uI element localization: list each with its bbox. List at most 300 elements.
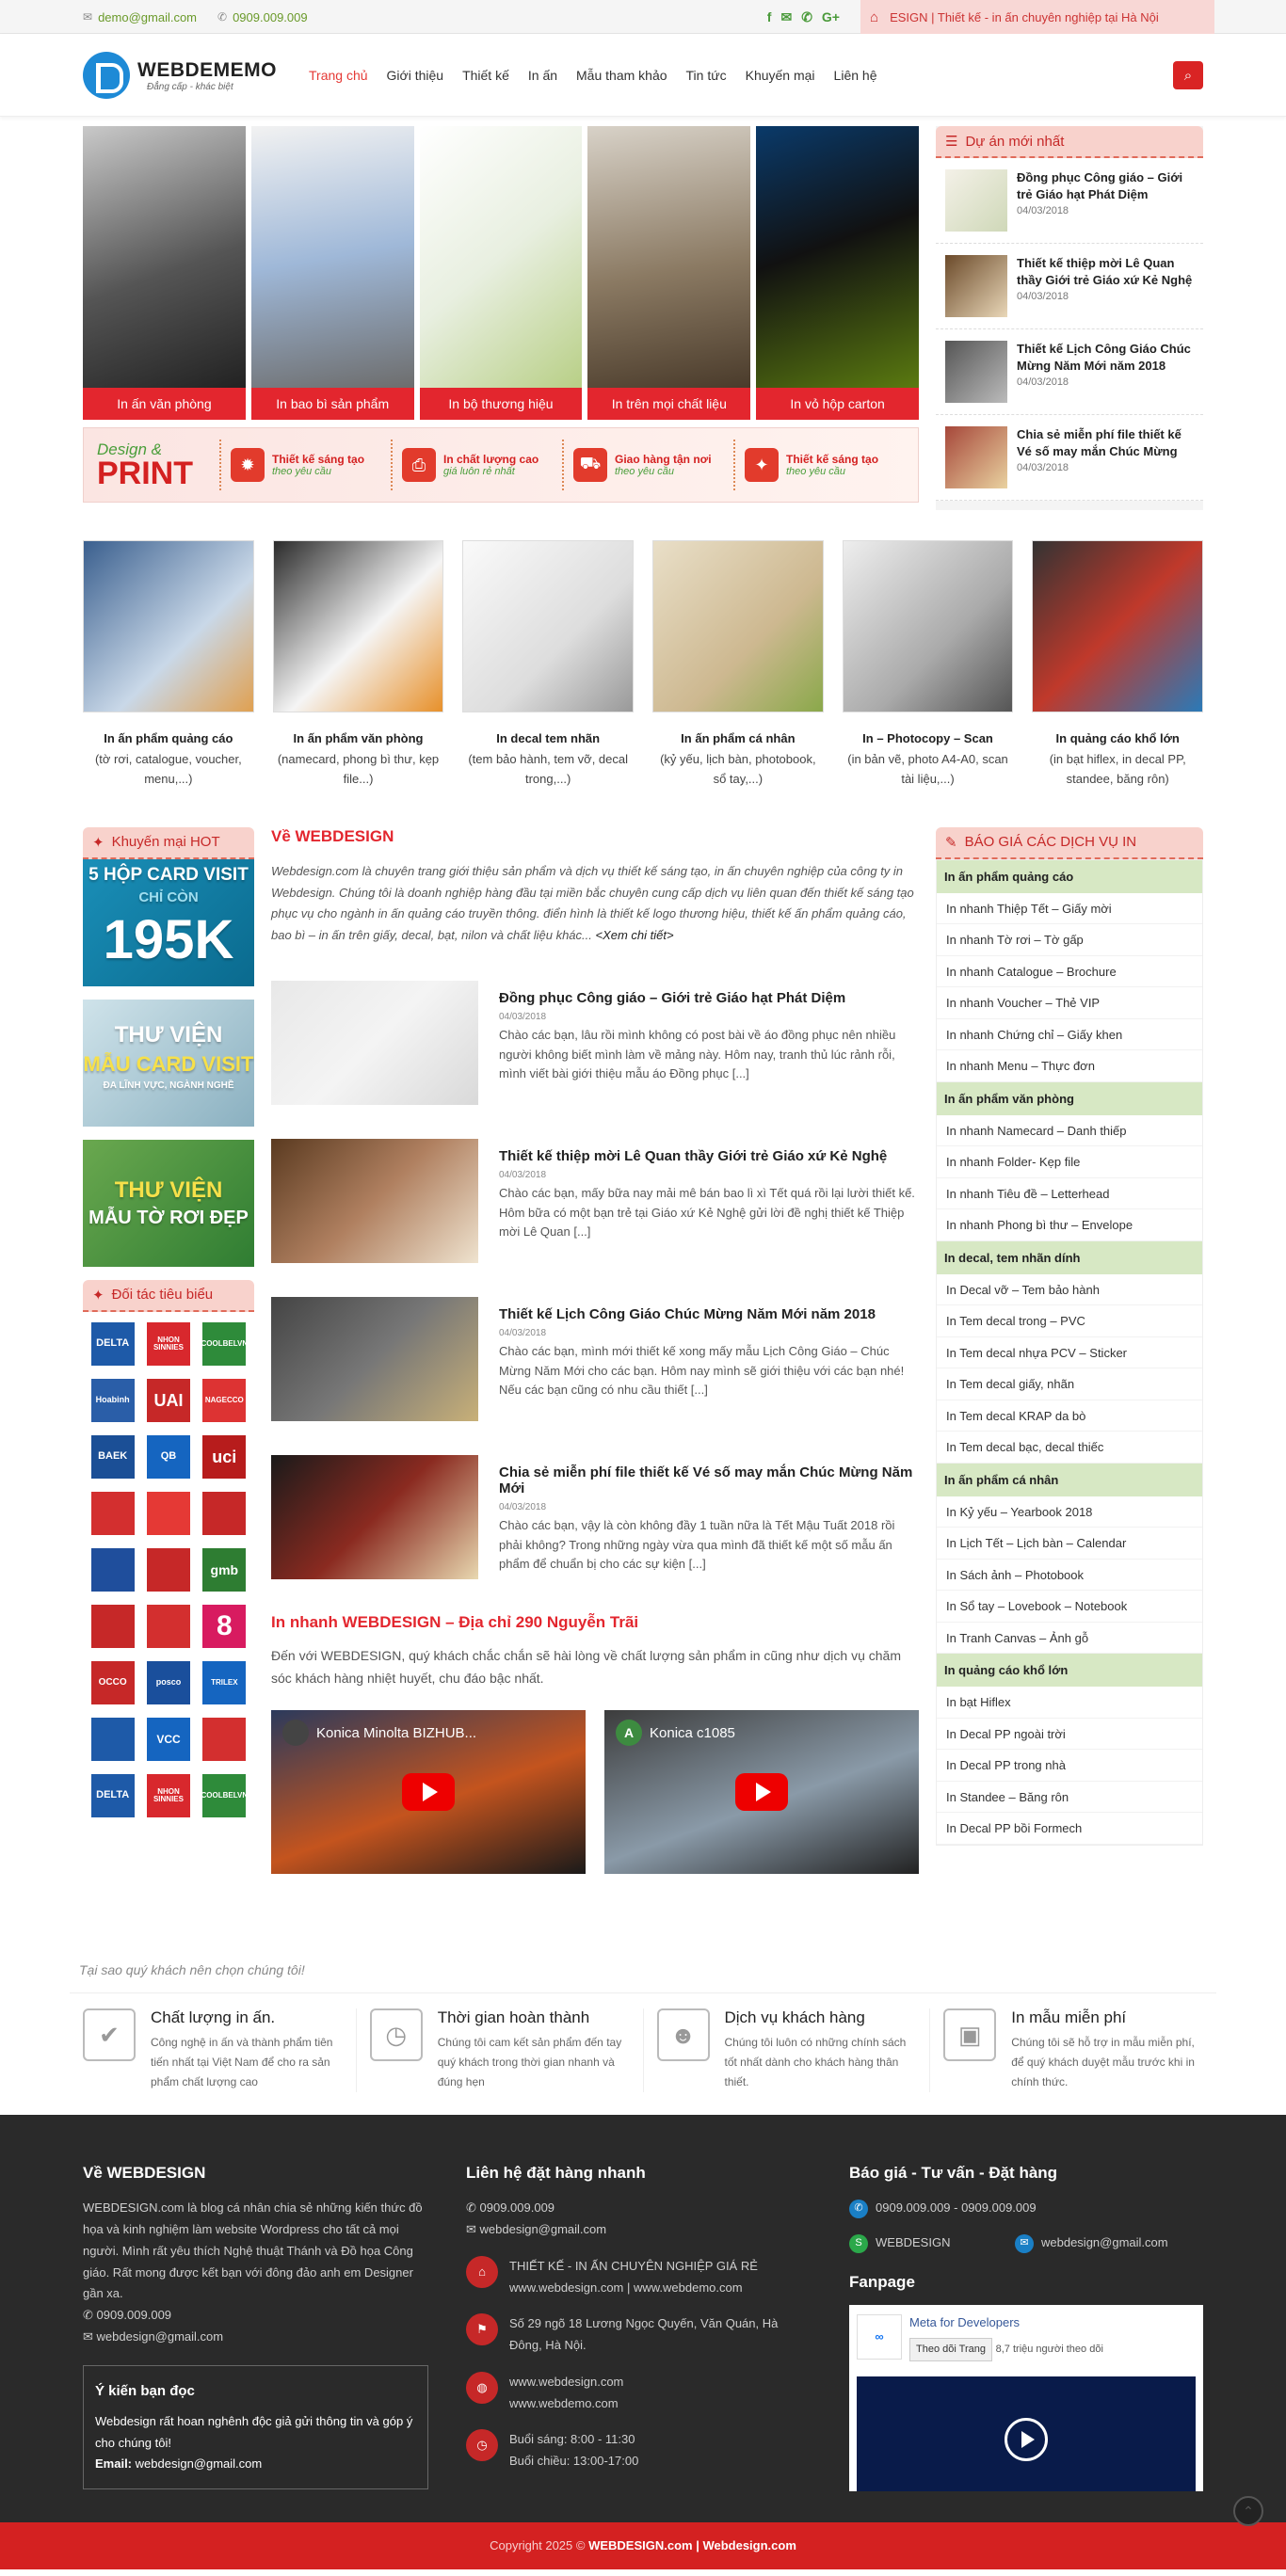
search-button[interactable]	[1173, 61, 1203, 89]
globe-icon: ◍	[466, 2372, 498, 2404]
contact-line[interactable]: www.webdemo.com	[509, 2395, 619, 2410]
slide-carton[interactable]	[756, 126, 919, 420]
mail-icon: ✉	[83, 2328, 97, 2344]
contact-email-text: webdesign@gmail.com	[479, 2222, 607, 2237]
post-title[interactable]: Đồng phục Công giáo – Giới trẻ Giáo hạt Phát Diệm	[499, 989, 846, 1006]
category-slides	[83, 126, 919, 420]
pricing-link[interactable]: In nhanh Voucher – Thẻ VIP	[937, 987, 1202, 1019]
pricing-link[interactable]: In Kỷ yếu – Yearbook 2018	[937, 1496, 1202, 1528]
why-choose-us	[79, 1962, 1203, 2115]
promo-line: CHỈ CÒN	[138, 888, 199, 905]
slide-packaging[interactable]	[251, 126, 414, 420]
reader-feedback-box	[83, 2365, 428, 2490]
slide-image	[587, 126, 750, 388]
fanpage-followers: 8,7 triệu người theo dõi	[995, 2343, 1103, 2355]
google-plus-icon[interactable]: G+	[821, 8, 840, 24]
pricing-link[interactable]: In nhanh Chứng chỉ – Giấy khen	[937, 1019, 1202, 1051]
follow-page-button[interactable]: Theo dõi Trang	[909, 2338, 992, 2361]
partner-logo-text	[202, 1718, 246, 1761]
feature-title: In chất lượng cao	[443, 453, 539, 466]
service-desc: (in bạt hiflex, in decal PP, standee, băng rôn)	[1049, 752, 1186, 787]
top-email-text: demo@gmail.com	[98, 9, 198, 24]
fanpage-video[interactable]	[857, 2376, 1196, 2491]
post-date: 04/03/2018	[499, 1327, 547, 1338]
feature-title: Thiết kế sáng tạo	[272, 453, 365, 466]
service-image	[462, 540, 634, 712]
service-image	[652, 540, 824, 712]
partner-logo[interactable]	[144, 1773, 192, 1818]
service-desc: (in bản vẽ, photo A4-A0, scan tài liệu,...)	[847, 752, 1008, 787]
gift-icon: ✦	[92, 1287, 104, 1304]
partner-logo[interactable]	[201, 1378, 249, 1423]
slide-brand-identity[interactable]	[420, 126, 583, 420]
image-icon: ▣	[943, 2008, 996, 2061]
channel-avatar: A	[616, 1720, 642, 1746]
project-date: 04/03/2018	[1017, 462, 1069, 474]
address-text: Đến với WEBDESIGN, quý khách chắc chắn sẽ hài lòng về chất lượng sản phẩm in cũng như dịch vụ chăm sóc khách hàng nhiệt huyết, chu đáo bậc nhất.	[271, 1647, 901, 1686]
promo-line: MẪU CARD VISIT	[83, 1051, 254, 1076]
footer-phone-text: 0909.009.009	[96, 2308, 172, 2323]
feature-title: Giao hàng tận nơi	[615, 453, 712, 466]
partner-logo-text: BAEK	[91, 1435, 135, 1479]
logo-icon	[83, 52, 130, 99]
pricing-link[interactable]: In Tem decal trong – PVC	[937, 1305, 1202, 1337]
site-header	[0, 34, 1286, 117]
chevron-up-icon: ⌃	[1243, 2504, 1254, 2520]
partner-logo-text: uci	[202, 1435, 246, 1479]
nav-news[interactable]: Tin tức	[685, 68, 727, 83]
service-card[interactable]	[83, 540, 254, 790]
partner-logo[interactable]	[201, 1773, 249, 1818]
youtube-video[interactable]	[604, 1710, 919, 1874]
pricing-link[interactable]: In Tem decal bạc, decal thiếc	[937, 1432, 1202, 1464]
partner-logo-text: DELTA	[91, 1322, 135, 1366]
top-phone[interactable]	[217, 10, 308, 24]
feedback-email-value: webdesign@gmail.com	[135, 2456, 263, 2472]
partner-logo[interactable]	[88, 1660, 137, 1705]
left-sidebar	[83, 827, 254, 1875]
pricing-link[interactable]: In Decal PP ngoài trời	[937, 1719, 1202, 1751]
feature-sub: theo yêu cầu	[615, 466, 674, 477]
pricing-link[interactable]: In Tem decal giấy, nhãn	[937, 1368, 1202, 1400]
check-icon: ✔	[83, 2008, 136, 2061]
clock-icon: ◷	[466, 2429, 498, 2461]
play-button-icon[interactable]	[402, 1773, 455, 1811]
partner-logo[interactable]	[201, 1434, 249, 1480]
contact-email[interactable]	[466, 2219, 812, 2241]
contact-row	[466, 2256, 812, 2299]
contact-line: THIẾT KẾ - IN ẤN CHUYÊN NGHIỆP GIÁ RẺ	[509, 2258, 758, 2273]
design-print-banner[interactable]	[83, 427, 919, 503]
slide-office-printing[interactable]	[83, 126, 246, 420]
partner-logo[interactable]	[201, 1660, 249, 1705]
quote-phones[interactable]	[849, 2198, 1203, 2219]
why-item-desc: Chúng tôi cam kết sản phẩm đến tay quý khách trong thời gian nhanh và đúng hẹn	[437, 2036, 622, 2089]
service-name[interactable]: In ấn phẩm văn phòng	[293, 731, 424, 745]
why-item-title: Thời gian hoàn thành	[437, 2008, 590, 2027]
service-image	[843, 540, 1014, 712]
slide-caption: In ấn văn phòng	[83, 388, 246, 420]
site-logo[interactable]	[83, 52, 299, 99]
pricing-group-heading[interactable]: In decal, tem nhãn dính	[937, 1241, 1202, 1274]
pricing-list	[936, 859, 1203, 1846]
blog-post	[271, 1455, 919, 1579]
partner-logo[interactable]	[201, 1491, 249, 1536]
banner-feature	[733, 440, 905, 490]
promo-line: MẪU TỜ RƠI ĐẸP	[88, 1207, 249, 1228]
mail-icon[interactable]: ✉	[780, 8, 793, 24]
partner-logo-text: TRILEX	[202, 1661, 246, 1704]
recent-projects-title: Dự án mới nhất	[965, 133, 1065, 150]
partner-logo[interactable]	[88, 1378, 137, 1423]
lightbulb-icon: ✹	[231, 448, 265, 482]
project-date: 04/03/2018	[1017, 291, 1069, 303]
address-title: In nhanh WEBDESIGN – Địa chỉ 290 Nguyễn Trãi	[271, 1612, 639, 1631]
slide-image	[420, 126, 583, 388]
partner-logo[interactable]	[144, 1321, 192, 1367]
footer-contact	[466, 2164, 812, 2491]
post-date: 04/03/2018	[499, 1501, 547, 1512]
feedback-text: Webdesign rất hoan nghênh độc giả gửi thông tin và góp ý cho chúng tôi!	[95, 2413, 413, 2450]
pricing-link[interactable]: In Decal vỡ – Tem bảo hành	[937, 1274, 1202, 1306]
service-card[interactable]	[843, 540, 1014, 790]
contact-row	[466, 2372, 812, 2415]
banner-feature	[219, 440, 391, 490]
facebook-icon[interactable]: f	[766, 8, 772, 24]
pricing-link[interactable]: In nhanh Phong bì thư – Envelope	[937, 1209, 1202, 1241]
pricing-link[interactable]: In bạt Hiflex	[937, 1687, 1202, 1719]
post-title[interactable]: Thiết kế thiệp mời Lê Quan thầy Giới trẻ Giáo xứ Kẻ Nghệ	[499, 1147, 888, 1164]
project-thumb	[945, 426, 1007, 488]
project-date: 04/03/2018	[1017, 205, 1069, 217]
blog-post	[271, 981, 919, 1105]
footer-about	[83, 2164, 428, 2491]
promo-line: THƯ VIỆN	[114, 1021, 223, 1048]
youtube-video[interactable]	[271, 1710, 586, 1874]
pricing-link[interactable]: In nhanh Namecard – Danh thiếp	[937, 1115, 1202, 1147]
slide-caption: In bao bì sản phẩm	[251, 388, 414, 420]
partner-logo-text	[91, 1605, 135, 1648]
footer-phone[interactable]	[83, 2305, 428, 2327]
pricing-link[interactable]: In Decal PP trong nhà	[937, 1750, 1202, 1782]
partner-logo[interactable]	[144, 1434, 192, 1480]
top-phone-text: 0909.009.009	[233, 9, 308, 24]
video-header	[282, 1720, 574, 1746]
post-title[interactable]: Chia sẻ miễn phí file thiết kế Vé số may mắn Chúc Mừng Năm Mới	[499, 1464, 913, 1496]
pricing-link[interactable]: In nhanh Catalogue – Brochure	[937, 956, 1202, 988]
nav-promotions[interactable]: Khuyến mại	[745, 68, 815, 83]
main-content	[83, 827, 1203, 1875]
project-title[interactable]: Chia sẻ miễn phí file thiết kế Vé số may mắn Chúc Mừng	[1017, 427, 1182, 458]
why-item	[644, 2008, 931, 2092]
project-date: 04/03/2018	[1017, 376, 1069, 389]
contact-line[interactable]: www.webdesign.com	[509, 2374, 624, 2389]
pricing-link[interactable]: In nhanh Thiệp Tết – Giấy mời	[937, 893, 1202, 925]
post-excerpt: Chào các bạn, vậy là còn không đầy 1 tuần nữa là Tết Mậu Tuất 2018 rồi phải không? Trong những ngày vừa qua mình đã thiết kế một số mẫu ấn phẩm để chuẩn bị cho các sự kiện [...]	[499, 1517, 895, 1572]
why-item-desc: Công nghệ in ấn và thành phẩm tiên tiến nhất tại Việt Nam để cho ra sản phẩm chất lượng cao	[151, 2036, 333, 2089]
why-item-title: In mẫu miễn phí	[1011, 2008, 1127, 2027]
partner-logo[interactable]	[144, 1660, 192, 1705]
pricing-group-heading[interactable]: In ấn phẩm quảng cáo	[937, 860, 1202, 893]
post-thumb[interactable]	[271, 1455, 478, 1579]
blog-post	[271, 1297, 919, 1421]
post-title[interactable]: Thiết kế Lịch Công Giáo Chúc Mừng Năm Mới năm 2018	[499, 1305, 876, 1322]
promo-header	[83, 827, 254, 859]
quote-email-text[interactable]: webdesign@gmail.com	[1041, 2235, 1168, 2250]
service-image	[1032, 540, 1203, 712]
recent-project-item[interactable]	[936, 244, 1203, 329]
service-card[interactable]	[1032, 540, 1203, 790]
slide-image	[251, 126, 414, 388]
service-name[interactable]: In quảng cáo khổ lớn	[1055, 731, 1180, 745]
partner-logo[interactable]	[88, 1717, 137, 1762]
play-button-icon[interactable]	[1005, 2418, 1048, 2461]
partner-logo-text	[91, 1492, 135, 1535]
partner-logo[interactable]	[144, 1717, 192, 1762]
partner-logo-text: COOLBELVN	[202, 1322, 246, 1366]
service-desc: (kỷ yếu, lịch bàn, photobook, sổ tay,...)	[660, 752, 816, 787]
mail-icon: ✉	[1015, 2234, 1034, 2253]
why-item-desc: Chúng tôi sẽ hỗ trợ in mẫu miễn phí, để quý khách duyệt mẫu trước khi in chính thức.	[1011, 2036, 1195, 2089]
recent-project-item[interactable]	[936, 415, 1203, 501]
top-email[interactable]	[83, 10, 197, 24]
post-thumb[interactable]	[271, 1139, 478, 1263]
partner-logo-text: gmb	[202, 1548, 246, 1592]
printer-icon: ⎙	[402, 448, 436, 482]
promo-banner-card-visit[interactable]	[83, 859, 254, 986]
gift-icon: ✦	[745, 448, 779, 482]
video-title[interactable]: Konica c1085	[650, 1724, 735, 1741]
partner-logo-text: UAI	[147, 1379, 190, 1422]
banner-feature	[562, 440, 733, 490]
project-title[interactable]: Đồng phục Công giáo – Giới trẻ Giáo hạt Phát Diệm	[1017, 170, 1183, 201]
partner-logo-text: NHON SINNIES	[147, 1322, 190, 1366]
contact-line: Buổi chiều: 13:00-17:00	[509, 2454, 639, 2469]
pricing-group-heading[interactable]: In quảng cáo khổ lớn	[937, 1654, 1202, 1687]
news-marquee	[860, 0, 1214, 34]
hero-section	[83, 126, 1203, 510]
service-name[interactable]: In ấn phẩm cá nhân	[681, 731, 796, 745]
contact-phone-text: 0909.009.009	[479, 2200, 555, 2216]
facebook-fanpage-widget[interactable]	[849, 2305, 1203, 2491]
list-icon: ☰	[945, 134, 958, 150]
nav-home[interactable]: Trang chủ	[309, 68, 368, 83]
partner-logo[interactable]	[88, 1491, 137, 1536]
contact-row	[466, 2313, 812, 2357]
nav-about[interactable]: Giới thiệu	[386, 68, 444, 83]
nav-design[interactable]: Thiết kế	[462, 68, 509, 83]
slide-caption: In trên mọi chất liệu	[587, 388, 750, 420]
partner-logo-text: QB	[147, 1435, 190, 1479]
post-excerpt: Chào các bạn, mình mới thiết kế xong mấy mẫu Lịch Công Giáo – Chúc Mừng Năm Mới cho các bạn. Hôm nay mình sẽ giới thiệu với các bạn nhé! Nếu các bạn cũng có nhu cầu thiết [...]	[499, 1343, 905, 1398]
contact-line: Số 29 ngõ 18 Lương Ngọc Quyến, Văn Quán, Hà Đông, Hà Nội.	[509, 2316, 779, 2353]
about-intro	[271, 861, 919, 947]
why-title: Tại sao quý khách nên chọn chúng tôi!	[79, 1962, 305, 1978]
marquee-text[interactable]: ESIGN | Thiết kế - in ấn chuyên nghiệp tại Hà Nội	[890, 9, 1159, 24]
partners-grid	[83, 1312, 254, 1828]
pricing-title: BÁO GIÁ CÁC DỊCH VỤ IN	[964, 834, 1137, 851]
partner-logo[interactable]	[201, 1604, 249, 1649]
pricing-link[interactable]: In Standee – Băng rôn	[937, 1782, 1202, 1814]
partner-logo[interactable]	[201, 1547, 249, 1592]
center-column	[271, 827, 919, 1875]
slide-all-materials[interactable]	[587, 126, 750, 420]
about-intro-text: Webdesign.com là chuyên trang giới thiệu sản phẩm và dịch vụ thiết kế sáng tạo, in ấn chuyên nghiệp của công ty in Webdesign. Chúng tôi là doanh nghiệp hàng đầu tại miền bắc chuyên cung cấp dịch vụ liên quan đến thiết kế sáng tạo phục vụ cho ngành in ấn quảng cáo truyền thông. điển hình là thiết kế logo thương hiệu, thiết kế ấn phẩm quảng cáo, bao bì – in ấn trên giấy, decal, bạt, nilon và chất liệu khác...	[271, 863, 914, 943]
slide-image	[83, 126, 246, 388]
quote-phones-text: 0909.009.009 - 0909.009.009	[876, 2200, 1037, 2216]
service-desc: (namecard, phong bì thư, kẹp file...)	[277, 752, 440, 787]
slide-image	[756, 126, 919, 388]
main-nav	[299, 68, 886, 83]
partner-logo-text: Hoabinh	[91, 1379, 135, 1422]
contact-line: Buổi sáng: 8:00 - 11:30	[509, 2432, 635, 2447]
footer-quote	[849, 2164, 1203, 2491]
partner-logo-text: DELTA	[91, 1774, 135, 1817]
service-card[interactable]	[652, 540, 824, 790]
service-name[interactable]: In decal tem nhãn	[496, 731, 601, 745]
project-title[interactable]: Thiết kế Lịch Công Giáo Chúc Mừng Năm Mới năm 2018	[1017, 342, 1191, 373]
banner-feature	[391, 440, 562, 490]
feedback-email[interactable]	[95, 2454, 416, 2475]
partner-logo[interactable]	[144, 1491, 192, 1536]
pricing-link[interactable]: In Tranh Canvas – Ảnh gỗ	[937, 1623, 1202, 1655]
service-card[interactable]	[462, 540, 634, 790]
why-item-desc: Chúng tôi luôn có những chính sách tốt nhất dành cho khách hàng thân thiết.	[724, 2036, 907, 2089]
partner-logo[interactable]	[88, 1773, 137, 1818]
slide-caption: In vỏ hộp carton	[756, 388, 919, 420]
contact-phone[interactable]	[466, 2198, 812, 2219]
recent-projects-header	[936, 126, 1203, 158]
post-excerpt: Chào các bạn, lâu rồi mình không có post bài về áo đồng phục nên nhiều người không biết mình làm về mảng này. Hôm nay, tranh thủ lúc rảnh rỗi, mình viết bài giới thiệu mẫu áo Đồng phục [...]	[499, 1027, 896, 1081]
map-pin-icon: ⚑	[466, 2313, 498, 2345]
partner-logo[interactable]	[88, 1604, 137, 1649]
partner-logo[interactable]	[88, 1434, 137, 1480]
post-thumb[interactable]	[271, 1297, 478, 1421]
video-header	[616, 1720, 908, 1746]
promo-line: 195K	[103, 908, 234, 970]
contact-line[interactable]: www.webdesign.com | www.webdemo.com	[509, 2280, 743, 2295]
partner-logo[interactable]	[144, 1547, 192, 1592]
why-features	[70, 1992, 1216, 2115]
pricing-link[interactable]: In Sách ảnh – Photobook	[937, 1560, 1202, 1592]
promo-line: 5 HỘP CARD VISIT	[88, 864, 249, 885]
pricing-link[interactable]: In Decal PP bồi Formech	[937, 1813, 1202, 1845]
partner-logo[interactable]	[88, 1321, 137, 1367]
phone-icon[interactable]: ✆	[801, 8, 812, 24]
pricing-link[interactable]: In Lịch Tết – Lịch bàn – Calendar	[937, 1528, 1202, 1560]
edit-icon: ✎	[945, 834, 957, 851]
promo-banner-flyer-library[interactable]	[83, 1140, 254, 1267]
partner-logo-text: NAGECCO	[202, 1379, 246, 1422]
read-more-link[interactable]: <Xem chi tiết>	[595, 928, 674, 943]
blog-post	[271, 1139, 919, 1263]
about-title[interactable]: Về WEBDESIGN	[271, 826, 394, 845]
feature-title: Thiết kế sáng tạo	[786, 453, 879, 466]
partner-logo-text	[147, 1492, 190, 1535]
service-name[interactable]: In – Photocopy – Scan	[862, 731, 993, 745]
partner-logo[interactable]	[201, 1717, 249, 1762]
recent-project-item[interactable]	[936, 329, 1203, 415]
partner-logo-text	[147, 1605, 190, 1648]
partner-logo-text: COOLBELVN	[202, 1774, 246, 1817]
mail-icon: ✉	[83, 10, 93, 24]
nav-samples[interactable]: Mẫu tham khảo	[576, 68, 667, 83]
slide-caption: In bộ thương hiệu	[420, 388, 583, 420]
footer-quote-title: Báo giá - Tư vấn - Đặt hàng	[849, 2164, 1058, 2183]
recent-project-item[interactable]	[936, 158, 1203, 244]
partner-logo[interactable]	[144, 1604, 192, 1649]
feature-sub: theo yêu cầu	[272, 466, 331, 477]
fanpage-name[interactable]: Meta for Developers	[909, 2314, 1021, 2329]
recent-projects	[936, 126, 1203, 510]
phone-icon: ✆	[466, 2200, 480, 2216]
copyright-site[interactable]: WEBDESIGN.com | Webdesign.com	[588, 2538, 796, 2553]
pricing-link[interactable]: In nhanh Tờ rơi – Tờ gấp	[937, 924, 1202, 956]
video-title[interactable]: Konica Minolta BIZHUB...	[316, 1724, 477, 1741]
project-thumb	[945, 341, 1007, 403]
post-date: 04/03/2018	[499, 1169, 547, 1180]
pricing-link[interactable]: In nhanh Folder- Kẹp file	[937, 1146, 1202, 1178]
project-title[interactable]: Thiết kế thiệp mời Lê Quan thầy Giới trẻ Giáo xứ Kẻ Nghệ	[1017, 256, 1193, 287]
service-card[interactable]	[273, 540, 444, 790]
users-icon: ☻	[657, 2008, 710, 2061]
pricing-link[interactable]: In nhanh Menu – Thực đơn	[937, 1050, 1202, 1082]
pricing-link[interactable]: In Tem decal KRAP da bò	[937, 1400, 1202, 1432]
phone-icon: ✆	[849, 2200, 868, 2218]
pricing-link[interactable]: In Tem decal nhựa PCV – Sticker	[937, 1337, 1202, 1369]
why-item	[930, 2008, 1216, 2092]
partner-logo[interactable]	[144, 1378, 192, 1423]
partner-logo-text: OCCO	[91, 1661, 135, 1704]
clock-icon: ◷	[370, 2008, 423, 2061]
partner-logo[interactable]	[88, 1547, 137, 1592]
post-thumb[interactable]	[271, 981, 478, 1105]
home-icon[interactable]: ⌂	[870, 8, 879, 25]
nav-contact[interactable]: Liên hệ	[833, 68, 877, 83]
play-button-icon[interactable]	[735, 1773, 788, 1811]
pricing-group-heading[interactable]: In ấn phẩm cá nhân	[937, 1464, 1202, 1496]
skype-icon: S	[849, 2234, 868, 2253]
fanpage-header	[849, 2305, 1203, 2369]
skype-text[interactable]: WEBDESIGN	[876, 2235, 951, 2250]
copyright-bar	[0, 2504, 1286, 2569]
partner-logo[interactable]	[201, 1321, 249, 1367]
pricing-link[interactable]: In nhanh Tiêu đề – Letterhead	[937, 1178, 1202, 1210]
footer-about-title: Về WEBDESIGN	[83, 2164, 206, 2183]
pricing-group-heading[interactable]: In ấn phẩm văn phòng	[937, 1082, 1202, 1115]
video-embeds	[271, 1710, 919, 1874]
feedback-email-label: Email:	[95, 2456, 133, 2472]
footer-email-text: webdesign@gmail.com	[96, 2328, 224, 2344]
partners-title: Đối tác tiêu biểu	[111, 1287, 214, 1304]
footer-email[interactable]	[83, 2327, 428, 2348]
banner-logo-top: Design &	[97, 440, 162, 458]
top-bar	[0, 0, 1286, 34]
back-to-top-button[interactable]	[1233, 2496, 1263, 2526]
social-links	[767, 9, 840, 25]
service-name[interactable]: In ấn phẩm quảng cáo	[104, 731, 233, 745]
feature-sub: theo yêu cầu	[786, 466, 845, 477]
feature-sub: giá luôn rẻ nhất	[443, 466, 515, 477]
promo-line: THƯ VIỆN	[114, 1176, 223, 1203]
promo-banner-card-library[interactable]	[83, 1000, 254, 1127]
pricing-link[interactable]: In Sổ tay – Lovebook – Notebook	[937, 1591, 1202, 1623]
why-item-title: Chất lượng in ấn.	[151, 2008, 276, 2027]
promo-title: Khuyến mại HOT	[111, 834, 220, 851]
project-thumb	[945, 169, 1007, 232]
nav-printing[interactable]: In ấn	[527, 68, 558, 83]
search-icon: ⌕	[1183, 67, 1193, 84]
